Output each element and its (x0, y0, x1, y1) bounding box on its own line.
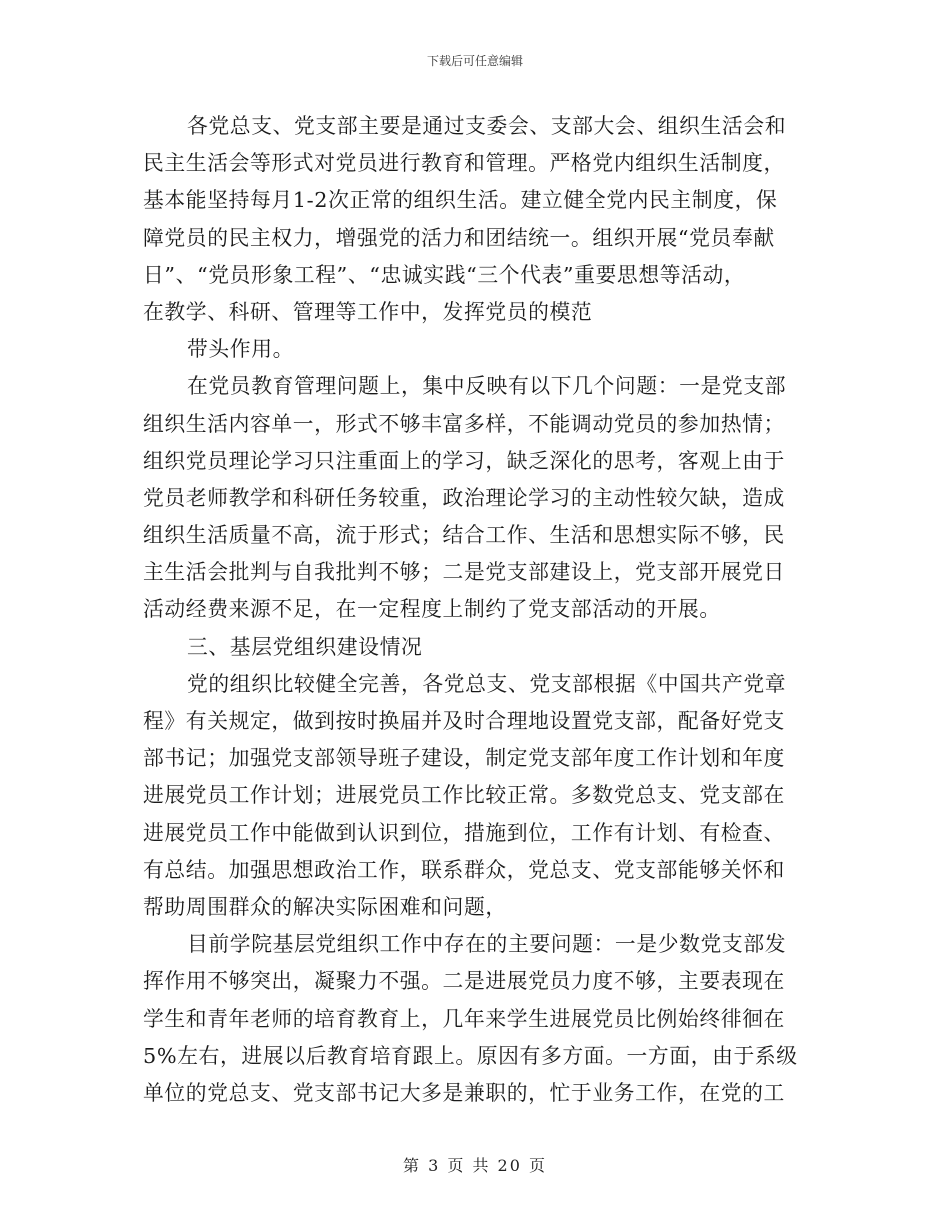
text-line: 活动经费来源不足，在一定程度上制约了党支部活动的开展。 (143, 597, 721, 622)
text-line: 组织生活质量不高，流于形式；结合工作、生活和思想实际不够，民 (143, 523, 785, 548)
text-line: 进展党员工作计划；进展党员工作比较正常。多数党总支、党支部在 (143, 783, 785, 808)
text-line: 在教学、科研、管理等工作中，发挥党员的模范 (143, 299, 593, 324)
text-line: 学生和青年老师的培育教育上，几年来学生进展党员比例始终徘徊在 (143, 1006, 785, 1031)
text-line: 障党员的民主权力，增强党的活力和团结统一。组织开展“党员奉献 (143, 225, 775, 250)
section-heading: 三、基层党组织建设情况 (187, 634, 423, 659)
text-line: 主生活会批判与自我批判不够；二是党支部建设上，党支部开展党日 (143, 560, 785, 585)
page-header: 下载后可任意编辑 (426, 54, 523, 68)
text-line: 民主生活会等形式对党员进行教育和管理。严格党内组织生活制度， (143, 151, 785, 176)
text-line: 组织党员理论学习只注重面上的学习，缺乏深化的思考，客观上由于 (143, 448, 785, 473)
text-line: 部书记；加强党支部领导班子建设，制定党支部年度工作计划和年度 (143, 746, 785, 771)
text-line: 目前学院基层党组织工作中存在的主要问题：一是少数党支部发 (187, 932, 787, 957)
text-line: 日”、“党员形象工程”、“忠诚实践“三个代表”重要思想等活动， (143, 262, 746, 287)
text-line: 5%左右，进展以后教育培育跟上。原因有多方面。一方面，由于系级 (143, 1043, 798, 1068)
text-line: 程》有关规定，做到按时换届并及时合理地设置党支部，配备好党支 (143, 709, 785, 733)
text-line: 带头作用。 (187, 337, 294, 362)
text-line: 单位的党总支、党支部书记大多是兼职的，忙于业务工作，在党的工 (143, 1080, 785, 1105)
text-line: 党的组织比较健全完善，各党总支、党支部根据《中国共产党章 (187, 671, 787, 696)
page-footer: 第 3 页 共 20 页 (403, 1156, 547, 1175)
text-line: 帮助周围群众的解决实际困难和问题， (143, 894, 507, 919)
text-line: 各党总支、党支部主要是通过支委会、支部大会、组织生活会和 (187, 114, 787, 138)
text-line: 基本能坚持每月1-2次正常的组织生活。建立健全党内民主制度，保 (143, 188, 778, 213)
document-body (143, 108, 808, 1112)
text-line: 党员老师教学和科研任务较重，政治理论学习的主动性较欠缺，造成 (143, 485, 785, 510)
text-line: 挥作用不够突出，凝聚力不强。二是进展党员力度不够，主要表现在 (143, 969, 785, 994)
text-line: 进展党员工作中能做到认识到位，措施到位，工作有计划、有检查、 (143, 820, 785, 845)
text-line: 组织生活内容单一，形式不够丰富多样，不能调动党员的参加热情； (143, 411, 785, 436)
text-line: 有总结。加强思想政治工作，联系群众，党总支、党支部能够关怀和 (143, 857, 785, 882)
text-line: 在党员教育管理问题上，集中反映有以下几个问题：一是党支部 (187, 374, 787, 399)
